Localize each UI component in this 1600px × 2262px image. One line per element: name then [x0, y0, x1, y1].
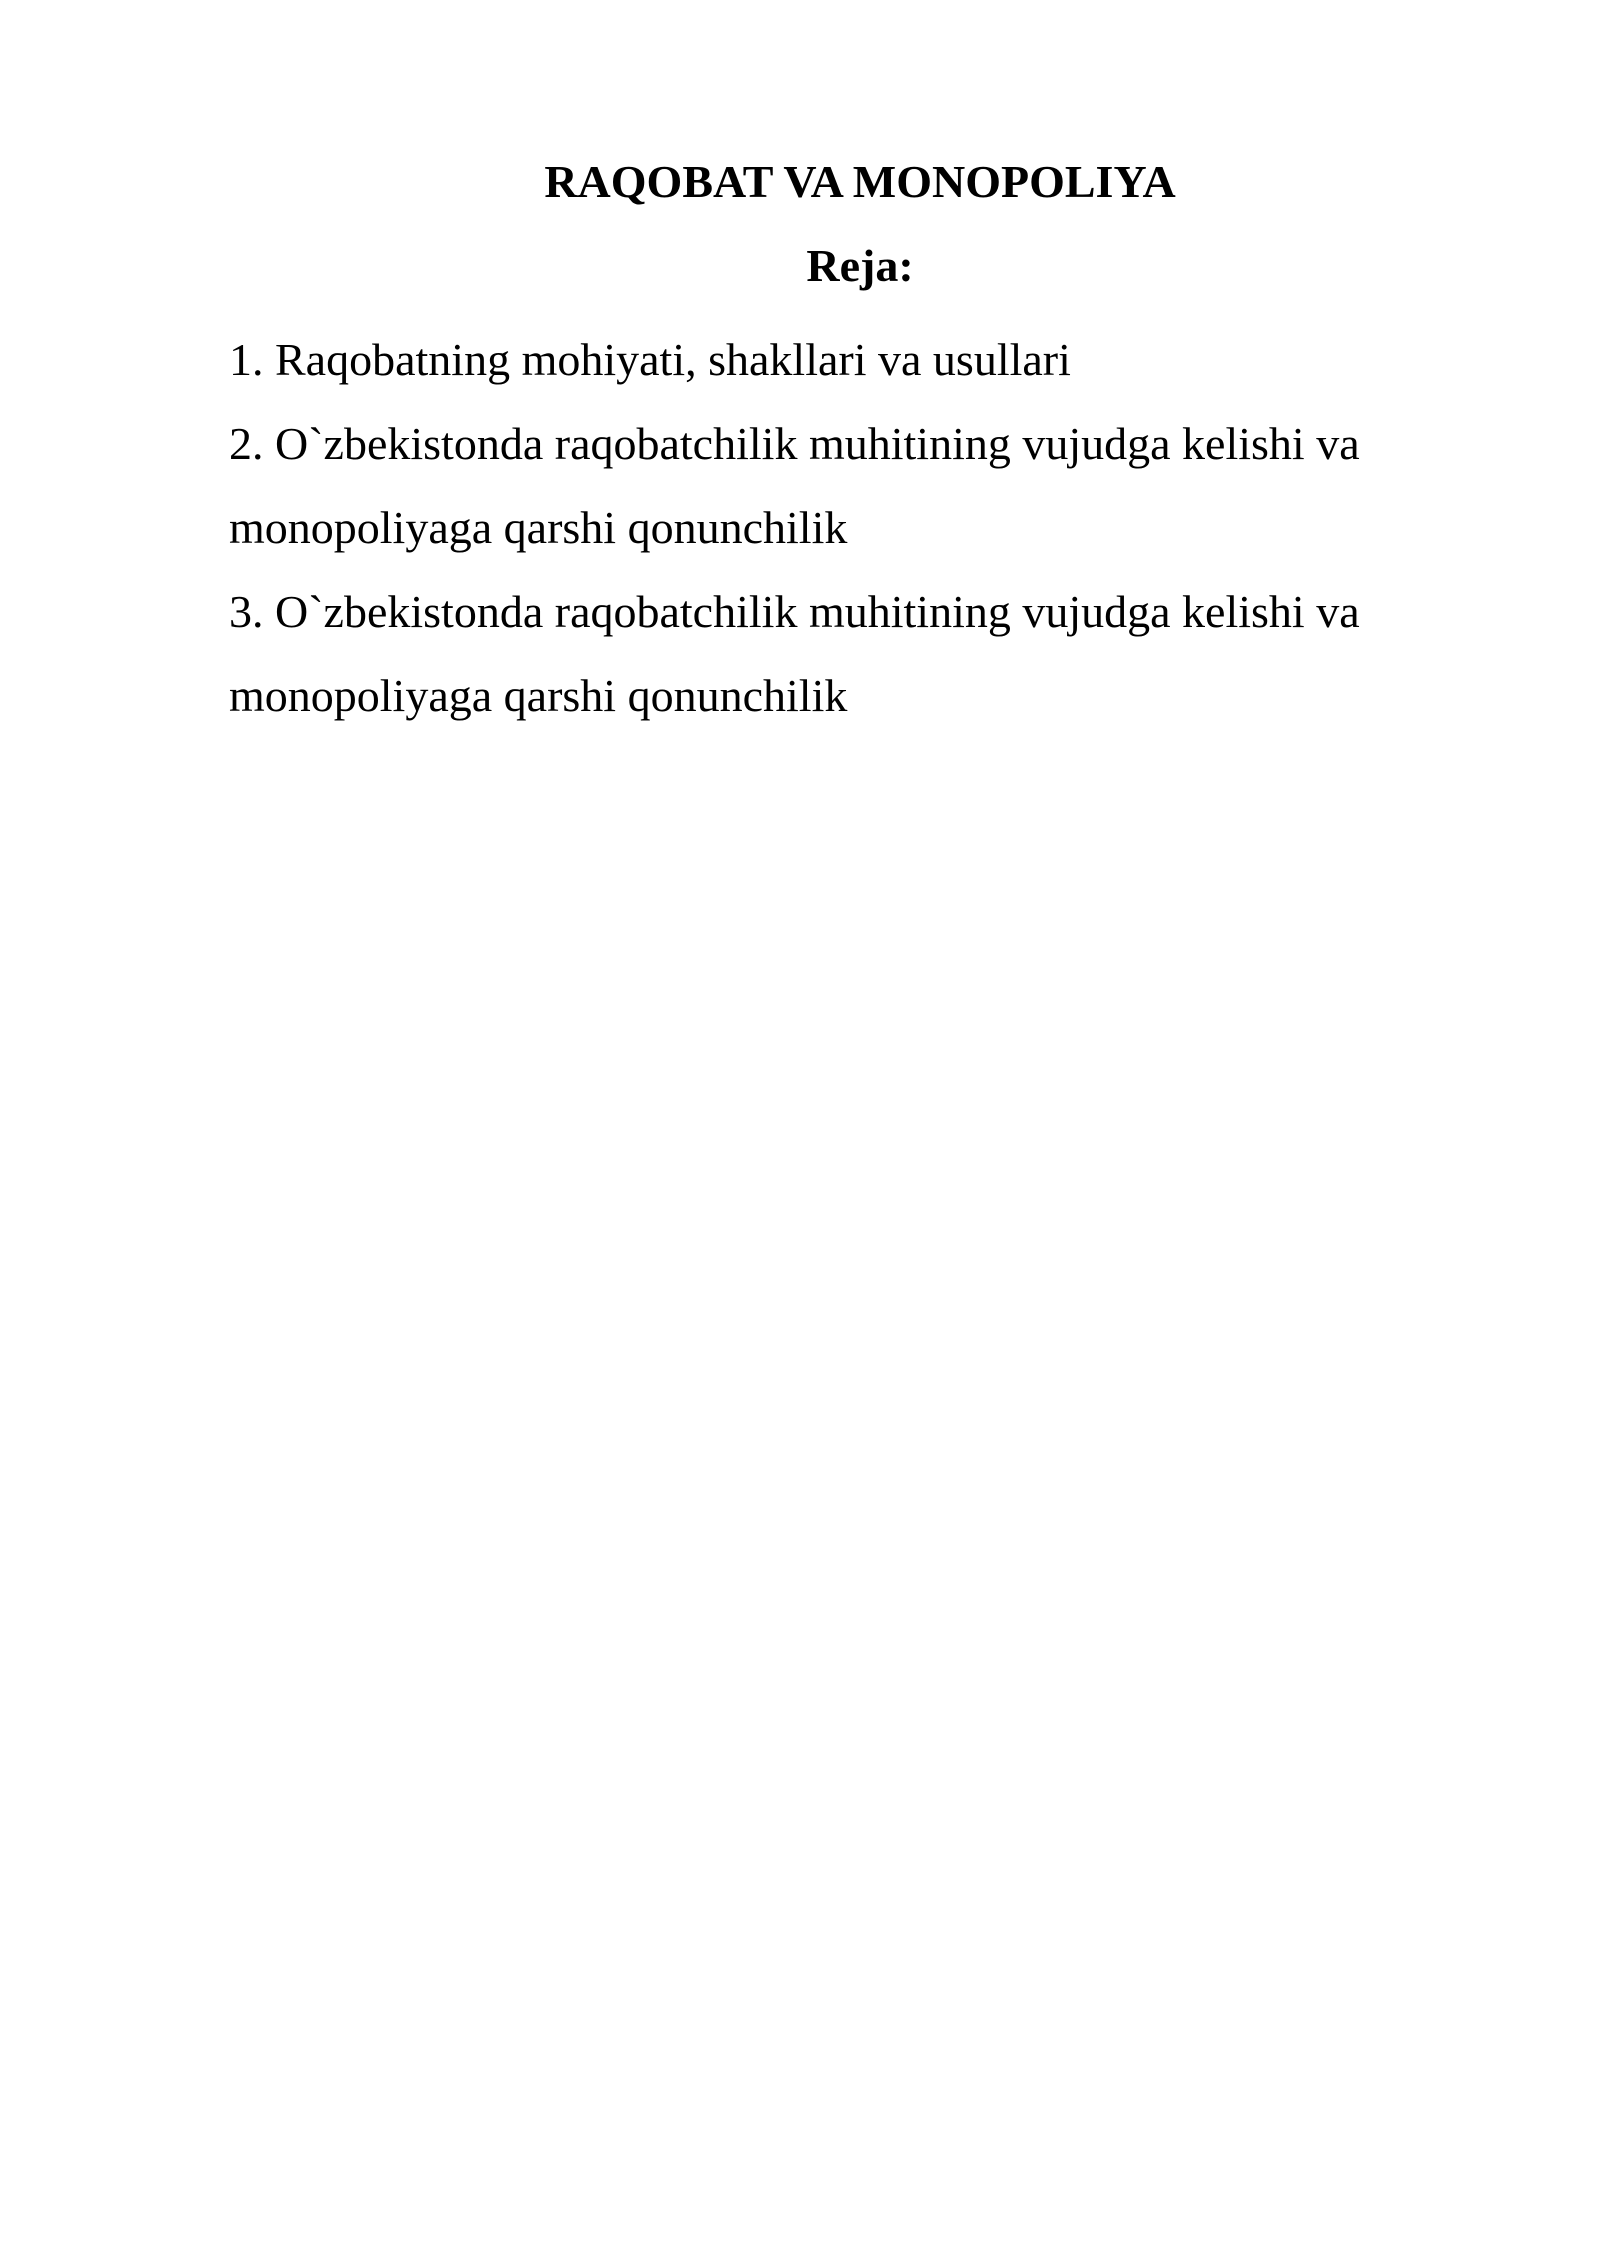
plan-item-text: 2. O`zbekistonda raqobatchilik muhitining vujudga kelishi va: [229, 418, 1360, 469]
plan-heading: Reja:: [806, 240, 914, 291]
plan-item-text: 1. Raqobatning mohiyati, shakllari va usullari: [229, 334, 1071, 385]
plan-item-text-continuation: monopoliyaga qarshi qonunchilik: [229, 502, 848, 553]
plan-item-text-continuation: monopoliyaga qarshi qonunchilik: [229, 670, 848, 721]
plan-item: [229, 570, 1429, 738]
document-title: RAQOBAT VA MONOPOLIYA: [544, 156, 1176, 207]
plan-item: [229, 402, 1429, 570]
plan-list: [229, 318, 1429, 738]
plan-item: [229, 318, 1429, 402]
plan-item-text: 3. O`zbekistonda raqobatchilik muhitining vujudga kelishi va: [229, 586, 1360, 637]
